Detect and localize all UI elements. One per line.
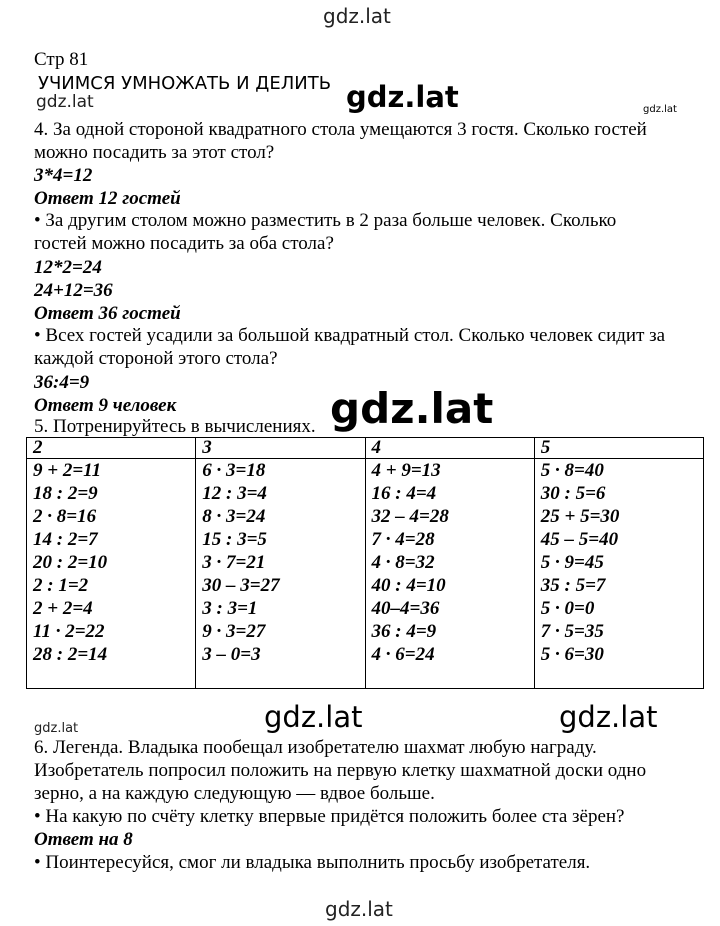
table-cell: 2 · 8=16: [33, 506, 97, 527]
watermark-left-small-2: gdz.lat: [34, 721, 79, 736]
watermark-center-large: gdz.lat: [346, 80, 459, 114]
table-header-3: 3: [196, 438, 365, 459]
task4-answer-3: Ответ 9 человек: [34, 395, 177, 416]
table-cell: 12 : 3=4: [202, 483, 267, 504]
calculation-table: [26, 437, 704, 689]
task6-line3: зерно, а на каждую следующую — вдвое больше.: [34, 783, 435, 804]
table-cell: 32 – 4=28: [371, 506, 449, 527]
table-cell: 5 · 6=30: [540, 644, 604, 665]
table-cell: 4 + 9=13: [371, 460, 441, 481]
table-column-4: [365, 459, 534, 689]
task4-question3-line1: • Всех гостей усадили за большой квадратный стол. Сколько человек сидит за: [34, 325, 666, 346]
table-cell: 5 · 8=40: [540, 460, 604, 481]
task4-answer-1: Ответ 12 гостей: [34, 188, 181, 209]
task4-calc-2b: 24+12=36: [34, 280, 113, 301]
watermark-middle-large: gdz.lat: [330, 384, 494, 433]
table-cell: 9 · 3=27: [202, 621, 266, 642]
table-column-5: [534, 459, 703, 689]
table-cell: 45 – 5=40: [540, 529, 619, 550]
table-cell: 28 : 2=14: [33, 644, 108, 665]
task6-answer: Ответ на 8: [34, 829, 133, 850]
table-cell: 7 · 4=28: [371, 529, 435, 550]
watermark-center-large-2: gdz.lat: [264, 700, 363, 734]
task4-question2-line2: гостей можно посадить за оба стола?: [34, 233, 334, 254]
table-cell: 4 · 6=24: [371, 644, 435, 665]
table-header-5: 5: [534, 438, 703, 459]
table-cell: 15 : 3=5: [202, 529, 267, 550]
table-cell: 6 · 3=18: [202, 460, 266, 481]
table-header-4: 4: [365, 438, 534, 459]
table-cell: 5 · 9=45: [540, 552, 604, 573]
table-cell: 9 + 2=11: [33, 460, 102, 481]
table-cell: 3 – 0=3: [202, 644, 261, 665]
task4-calc-3: 36:4=9: [34, 372, 90, 393]
table-cell: 4 · 8=32: [371, 552, 435, 573]
watermark-left-small: gdz.lat: [36, 92, 94, 112]
watermark-right-large-2: gdz.lat: [559, 700, 658, 734]
table-cell: 14 : 2=7: [33, 529, 98, 550]
task4-question-line2: можно посадить за этот стол?: [34, 142, 275, 163]
table-cell: 5 · 0=0: [540, 598, 595, 619]
watermark-bottom: gdz.lat: [325, 897, 393, 921]
task6-line1: 6. Легенда. Владыка пообещал изобретателю шахмат любую награду.: [34, 737, 597, 758]
table-cell: 16 : 4=4: [371, 483, 437, 504]
task4-question3-line2: каждой стороной этого стола?: [34, 348, 278, 369]
table-cell: 40 : 4=10: [371, 575, 446, 596]
task6-line5: • Поинтересуйся, смог ли владыка выполнить просьбу изобретателя.: [34, 852, 591, 873]
page-number: Стр 81: [34, 49, 89, 70]
task6-line2: Изобретатель попросил положить на первую клетку шахматной доски одно: [34, 760, 647, 781]
table-cell: 18 : 2=9: [33, 483, 98, 504]
task4-calc-1: 3*4=12: [34, 165, 93, 186]
table-column-3: [196, 459, 365, 689]
table-cell: 40–4=36: [371, 598, 440, 619]
task4-question-line1: 4. За одной стороной квадратного стола умещаются 3 гостя. Сколько гостей: [34, 119, 647, 140]
task5-title: 5. Потренируйтесь в вычислениях.: [34, 416, 316, 437]
task4-calc-2a: 12*2=24: [34, 257, 102, 278]
task4-question2-line1: • За другим столом можно разместить в 2 раза больше человек. Сколько: [34, 210, 617, 231]
table-cell: 2 + 2=4: [33, 598, 93, 619]
table-cell: 8 · 3=24: [202, 506, 266, 527]
table-cell: 7 · 5=35: [540, 621, 604, 642]
watermark-right-tiny: gdz.lat: [643, 104, 677, 115]
table-header-2: 2: [27, 438, 196, 459]
table-cell: 25 + 5=30: [540, 506, 620, 527]
table-cell: 36 : 4=9: [371, 621, 437, 642]
table-cell: 11 · 2=22: [33, 621, 105, 642]
table-cell: 2 : 1=2: [33, 575, 89, 596]
table-cell: 20 : 2=10: [33, 552, 108, 573]
table-cell: 30 : 5=6: [540, 483, 606, 504]
page-title: УЧИМСЯ УМНОЖАТЬ И ДЕЛИТЬ: [38, 73, 332, 94]
task6-question: • На какую по счёту клетку впервые придётся положить более ста зёрен?: [34, 806, 625, 827]
table-cell: 3 · 7=21: [202, 552, 266, 573]
table-column-2: [27, 459, 196, 689]
task4-answer-2: Ответ 36 гостей: [34, 303, 181, 324]
table-cell: 30 – 3=27: [202, 575, 280, 596]
table-cell: 35 : 5=7: [540, 575, 606, 596]
watermark-top: gdz.lat: [323, 4, 391, 28]
table-cell: 3 : 3=1: [202, 598, 258, 619]
